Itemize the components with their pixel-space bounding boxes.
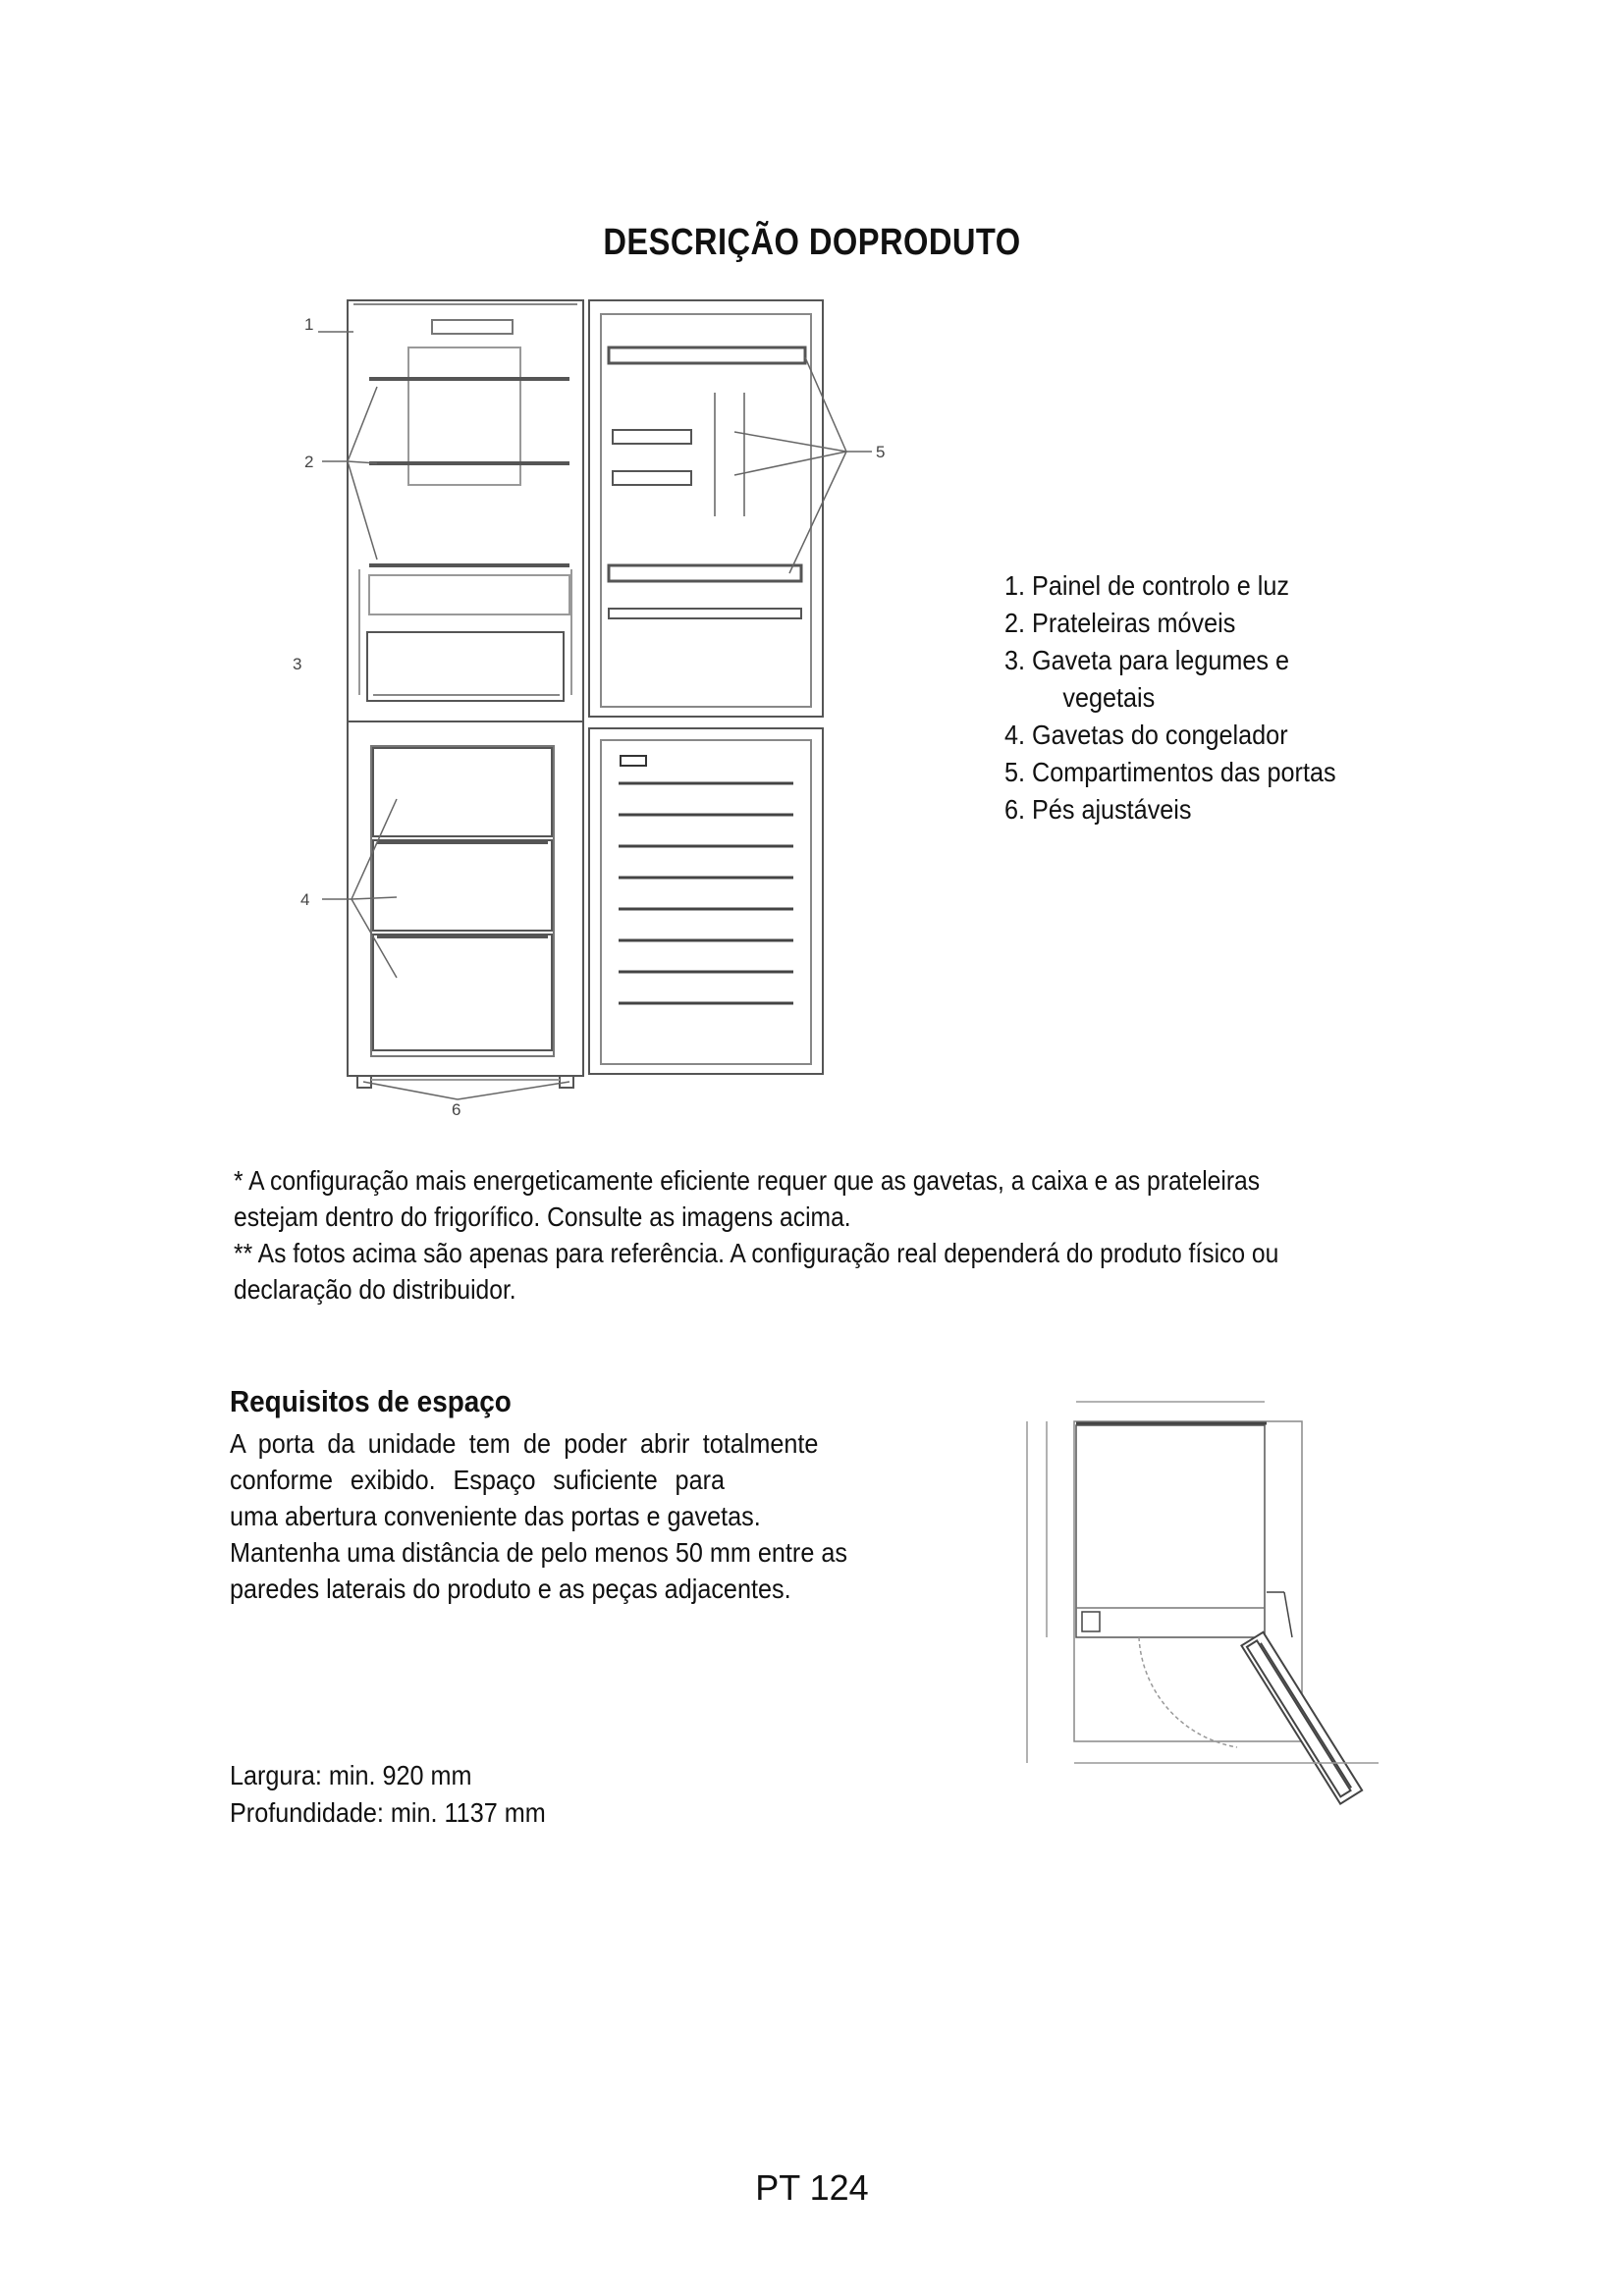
page-number: PT 124 (755, 2167, 869, 2208)
part-item: 4. Gavetas do congelador (1004, 720, 1288, 750)
width-requirement: Largura: min. 920 mm (230, 1760, 472, 1790)
part-item: 3. Gaveta para legumes e (1004, 645, 1289, 675)
space-requirements-heading: Requisitos de espaço (230, 1384, 512, 1418)
callout-6: 6 (452, 1100, 461, 1119)
space-line: Mantenha uma distância de pelo menos 50 mm entre as (230, 1537, 847, 1568)
cabinet-outline (348, 300, 583, 1076)
part-item: 1. Painel de controlo e luz (1004, 570, 1289, 601)
fridge-top-view (1076, 1425, 1265, 1637)
fridge-diagram (275, 285, 962, 1129)
crisper-drawer (367, 632, 564, 701)
space-line: paredes laterais do produto e as peças adjacentes. (230, 1574, 791, 1604)
freezer-drawer-2 (373, 840, 552, 931)
parts-list (1004, 567, 1336, 828)
page-title: DESCRIÇÃO DOPRODUTO (603, 222, 1021, 263)
clearance-diagram (1011, 1384, 1404, 1836)
callout-4: 4 (300, 890, 310, 909)
notes (234, 1162, 1305, 1308)
callout-1: 1 (304, 315, 314, 334)
part-item: 5. Compartimentos das portas (1004, 757, 1336, 787)
part-item: 2. Prateleiras móveis (1004, 608, 1236, 638)
callout-5: 5 (876, 443, 886, 461)
space-requirements-text (230, 1425, 910, 1607)
callout-3: 3 (293, 655, 302, 673)
space-dimensions (230, 1757, 546, 1832)
depth-requirement: Profundidade: min. 1137 mm (230, 1797, 546, 1828)
space-line: uma abertura conveniente das portas e gavetas. (230, 1501, 761, 1531)
note-photos: ** As fotos acima são apenas para referência. A configuração real dependerá do produto físico ou declaração do distribuidor. (234, 1238, 1279, 1305)
part-item: 6. Pés ajustáveis (1004, 794, 1192, 825)
lower-door (589, 728, 823, 1074)
space-line: A porta da unidade tem de poder abrir totalmente (230, 1428, 819, 1459)
note-energy: * A configuração mais energeticamente eficiente requer que as gavetas, a caixa e as prateleiras estejam dentro do frigorífico. Consulte as imagens acima. (234, 1165, 1261, 1232)
freezer-drawer-1 (373, 748, 552, 836)
callout-2: 2 (304, 453, 314, 471)
part-item-continuation: vegetais (1062, 682, 1156, 713)
room-outline (1074, 1421, 1302, 1741)
freezer-drawer-3 (373, 934, 552, 1050)
control-panel (432, 320, 513, 334)
space-line: conforme exibido. Espaço suficiente para (230, 1465, 725, 1495)
